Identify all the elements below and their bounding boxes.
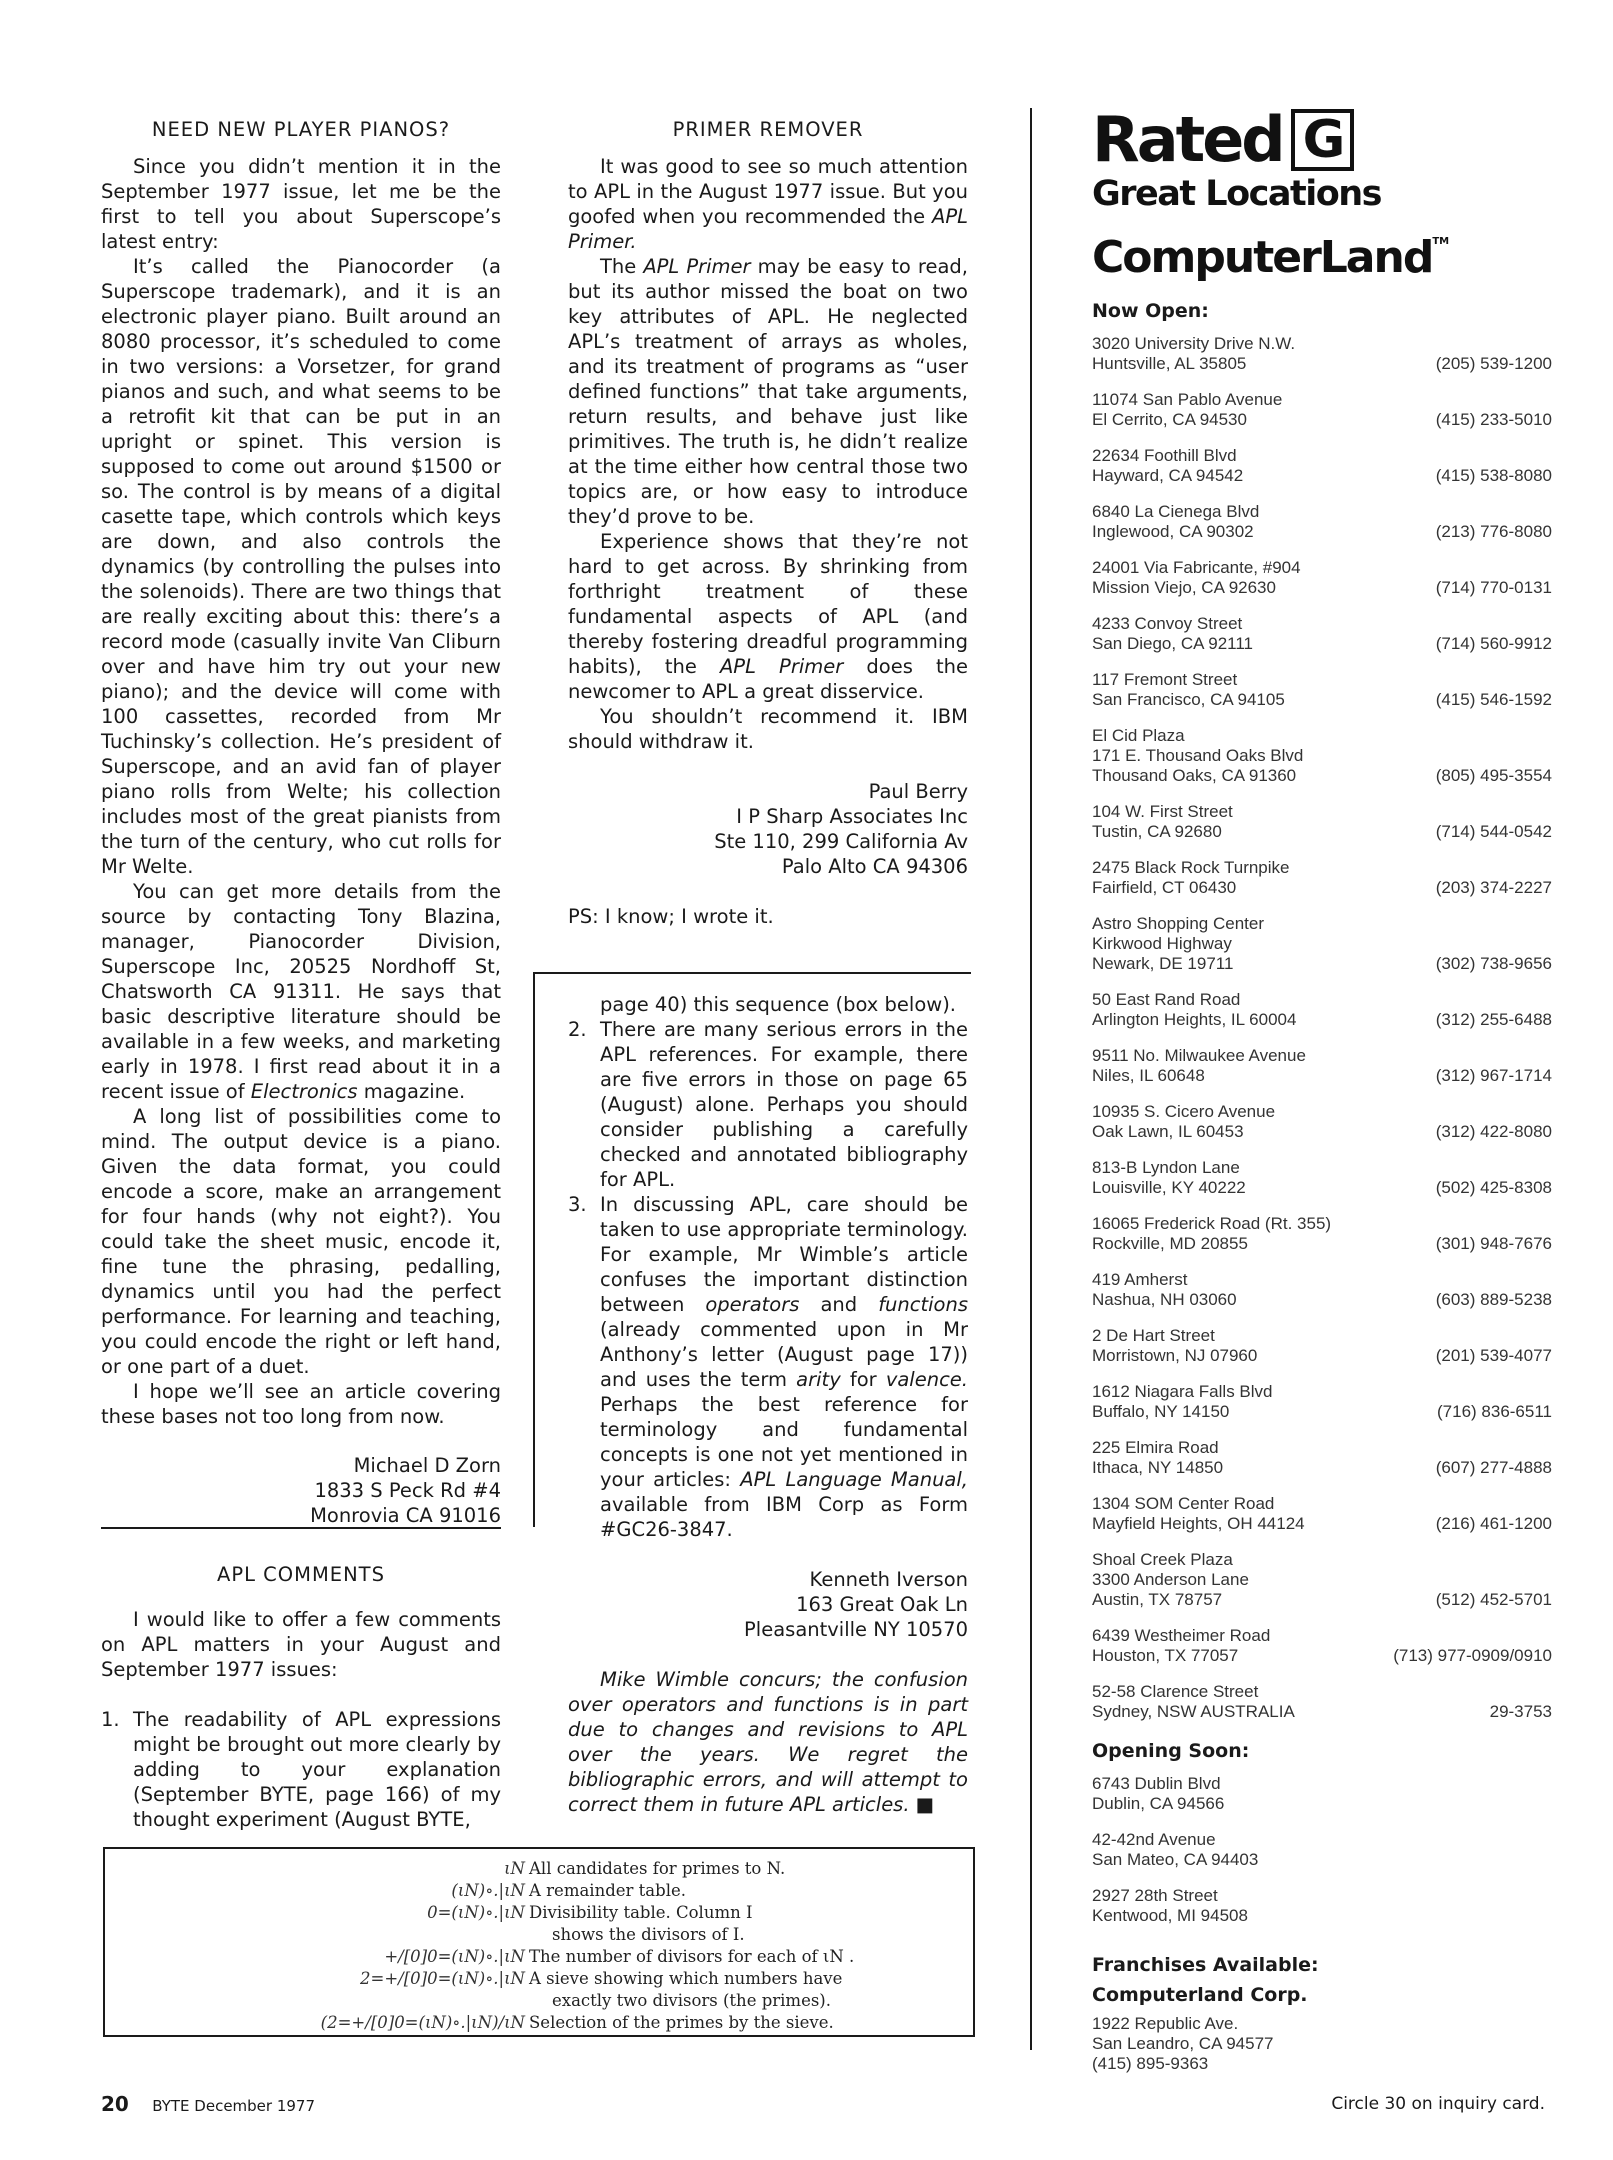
address-line: Sydney, NSW AUSTRALIA (1092, 1702, 1295, 1721)
address-line: 2475 Black Rock Turnpike (1092, 858, 1290, 877)
address-line: 4233 Convoy Street (1092, 614, 1243, 633)
table-row: +/[0]0=(ιN)∘.|ιN The number of divisors for each of ιN . (384, 1947, 855, 1966)
address-line: Dublin, CA 94566 (1092, 1794, 1225, 1813)
address-line: Rockville, MD 20855 (1092, 1234, 1248, 1253)
phone-number: (502) 425-8308 (1435, 1178, 1552, 1197)
page-number: 20 (101, 2092, 129, 2116)
locations-list (1092, 334, 1552, 1722)
ad-title: Rated G (1092, 108, 1552, 172)
address-line: Louisville, KY 40222 (1092, 1178, 1246, 1197)
address-line: Mayfield Heights, OH 44124 (1092, 1514, 1305, 1533)
rated-g-badge: G (1291, 109, 1355, 171)
store-location (1092, 858, 1552, 898)
divider-middle (533, 972, 971, 974)
store-location (1092, 1626, 1552, 1666)
store-location (1092, 990, 1552, 1030)
phone-number: (415) 538-8080 (1435, 466, 1552, 485)
store-location (1092, 1046, 1552, 1086)
address-line: 419 Amherst (1092, 1270, 1188, 1289)
table-row: shows the divisors of I. (552, 1925, 745, 1944)
phone-number: (312) 422-8080 (1435, 1122, 1552, 1141)
address-line: 2927 28th Street (1092, 1886, 1218, 1905)
address-line: Austin, TX 78757 (1092, 1590, 1223, 1609)
address-line: Oak Lawn, IL 60453 (1092, 1122, 1244, 1141)
store-location (1092, 390, 1552, 430)
list-item: 3. In discussing APL, care should be taken to use appropriate terminology. For example, Mr Wimble’s article confuses the important distinction between operators and functions (already commented upon in Mr Anthony’s letter (August page 17)) and uses the term arity for valence. Perhaps the best reference for terminology and fundamental concepts is one not yet mentioned in your articles: APL Language Manual, available from IBM Corp as Form #GC26-3847. (568, 1193, 969, 1541)
address-line: 1612 Niagara Falls Blvd (1092, 1382, 1273, 1401)
store-location (1092, 1102, 1552, 1142)
address-line: Ithaca, NY 14850 (1092, 1458, 1224, 1477)
address-line: Fairfield, CT 06430 (1092, 878, 1237, 897)
address-line: 225 Elmira Road (1092, 1438, 1219, 1457)
phone-number: (415) 546-1592 (1435, 690, 1552, 709)
store-location (1092, 334, 1552, 374)
phone-number: (714) 560-9912 (1435, 634, 1552, 653)
table-row: exactly two divisors (the primes). (552, 1991, 831, 2010)
address-line: Inglewood, CA 90302 (1092, 522, 1254, 541)
address-line: Buffalo, NY 14150 (1092, 1402, 1230, 1421)
address-line: 2 De Hart Street (1092, 1326, 1215, 1345)
address-line: San Francisco, CA 94105 (1092, 690, 1285, 709)
phone-number: (714) 544-0542 (1435, 822, 1552, 841)
address-line: 6743 Dublin Blvd (1092, 1774, 1221, 1793)
address-line: Astro Shopping Center (1092, 914, 1264, 933)
address-line: Shoal Creek Plaza (1092, 1550, 1233, 1569)
address-line: 52-58 Clarence Street (1092, 1682, 1259, 1701)
table-row: ιN All candidates for primes to N. (504, 1859, 786, 1878)
column-left (101, 117, 501, 1832)
address-line: 9511 No. Milwaukee Avenue (1092, 1046, 1306, 1065)
table-row: 2=+/[0]0=(ιN)∘.|ιN A sieve showing which numbers have (360, 1969, 843, 1988)
store-location (1092, 1774, 1552, 1814)
opening-soon-label: Opening Soon: (1092, 1740, 1250, 1762)
divider-left (101, 1527, 501, 1529)
pianos-paragraph: I hope we’ll see an article covering these bases not too long from now. (101, 1380, 501, 1428)
address-line: El Cid Plaza (1092, 726, 1185, 745)
column-middle-lower (568, 992, 968, 1817)
address-line: 10935 S. Cicero Avenue (1092, 1102, 1276, 1121)
store-location (1092, 726, 1552, 786)
pianos-heading: NEED NEW PLAYER PIANOS? (151, 118, 451, 141)
phone-number: (312) 255-6488 (1435, 1010, 1552, 1029)
address-line: Hayward, CA 94542 (1092, 466, 1244, 485)
franchises-label: Franchises Available: (1092, 1954, 1319, 1976)
address-line: Arlington Heights, IL 60004 (1092, 1010, 1297, 1029)
primer-paragraph: You shouldn’t recommend it. IBM should withdraw it. (568, 705, 968, 753)
address-line: Huntsville, AL 35805 (1092, 354, 1247, 373)
end-mark: ■ (915, 1793, 935, 1816)
store-location (1092, 1550, 1552, 1610)
trademark-mark: TM (1432, 236, 1450, 247)
address-line: Thousand Oaks, CA 91360 (1092, 766, 1297, 785)
phone-number: (205) 539-1200 (1435, 354, 1552, 373)
address-line: 24001 Via Fabricante, #904 (1092, 558, 1301, 577)
address-line: 813-B Lyndon Lane (1092, 1158, 1240, 1177)
address-line: 16065 Frederick Road (Rt. 355) (1092, 1214, 1332, 1233)
store-location (1092, 1270, 1552, 1310)
address-line: Houston, TX 77057 (1092, 1646, 1239, 1665)
store-location (1092, 1214, 1552, 1254)
pianos-paragraph: A long list of possibilities come to mind. The output device is a piano. Given the data format, you could encode a score, make an arrangement for four hands (why not eight?). You could take the sheet music, encode it, fine tune the phrasing, pedalling, dynamics until you had the perfect performance. For learning and teaching, you could encode the right or left hand, or one part of a duet. (101, 1105, 501, 1378)
store-location (1092, 1158, 1552, 1198)
issue-label: BYTE December 1977 (152, 2097, 316, 2115)
column-middle (568, 117, 968, 929)
list-item: 2. There are many serious errors in the APL references. For example, there are five errors in those on page 65 (August) alone. Perhaps you should consider publishing a carefully checked and annotated bibliography for APL. (568, 1018, 968, 1191)
primer-signature: Paul Berry I P Sharp Associates Inc Ste 110, 299 California Av Palo Alto CA 94306 (714, 780, 968, 878)
table-row: (2=+/[0]0=(ιN)∘.|ιN)/ιN Selection of the primes by the sieve. (320, 2013, 834, 2032)
address-line: San Diego, CA 92111 (1092, 634, 1253, 653)
phone-number: (213) 776-8080 (1435, 522, 1552, 541)
address-line: 6840 La Cienega Blvd (1092, 502, 1260, 521)
list-item: page 40) this sequence (box below). (600, 993, 956, 1016)
divider-vertical-short (533, 972, 535, 1527)
pianos-paragraph: It’s called the Pianocorder (a Superscope trademark), and it is an electronic player piano. Built around an 8080 processor, it’s scheduled to come in two versions: a Vorsetzer, for grand pianos and such, and what seems to be a retrofit kit that can be put in an upright or spinet. This version is supposed to come out around $1500 or so. The control is by means of a digital casette tape, which controls which keys are down, and also controls the dynamics (by controlling the pulses into the solenoids). There are two things that are really exciting about this: there’s a record mode (casually invite Van Cliburn over and have him try out your new piano); and the device will come with 100 cassettes, recorded from Mr Tuchinsky’s collection. He’s president of Superscope, and an avid fan of player piano rolls from Welte; his collection includes most of the great pianists from the turn of the century, who cut rolls for Mr Welte. (101, 255, 501, 878)
primer-ps: PS: I know; I wrote it. (568, 905, 774, 928)
address-line: 22634 Foothill Blvd (1092, 446, 1237, 465)
primer-paragraph: Experience shows that they’re not hard to get across. By shrinking from forthright treatment of these fundamental aspects of APL (and thereby fostering dreadful programming habits), the APL Primer does the newcomer to APL a great disservice. (568, 530, 968, 703)
address-line: 3300 Anderson Lane (1092, 1570, 1249, 1589)
primer-paragraph: The APL Primer may be easy to read, but its author missed the boat on two key attributes of APL. He neglected APL’s treatment of arrays as wholes, and its treatment of programs as “user defined functions” that take arguments, return results, and behave just like primitives. The truth is, he didn’t realize at the time either how central those two topics are, or how easy to introduce they’d prove to be. (568, 255, 968, 528)
address-line: Newark, DE 19711 (1092, 954, 1234, 973)
address-line: 50 East Rand Road (1092, 990, 1241, 1009)
pianos-signature: Michael D Zorn 1833 S Peck Rd #4 Monrovia CA 91016 (310, 1454, 501, 1527)
address-line: Tustin, CA 92680 (1092, 822, 1222, 841)
apl-sequence-box (103, 1847, 975, 2037)
phone-number: (714) 770-0131 (1435, 578, 1552, 597)
computerland-ad (1092, 103, 1552, 2090)
divider-vertical-ad (1030, 108, 1032, 2050)
apl-comments-list-continued (568, 992, 968, 1542)
table-row: (ιN)∘.|ιN A remainder table. (451, 1881, 686, 1900)
phone-number: (603) 889-5238 (1435, 1290, 1552, 1309)
store-location (1092, 558, 1552, 598)
phone-number: (302) 738-9656 (1435, 954, 1552, 973)
phone-number: (415) 233-5010 (1435, 410, 1552, 429)
apl-comments-signature: Kenneth Iverson 163 Great Oak Ln Pleasantville NY 10570 (744, 1568, 968, 1641)
address-line: Kirkwood Highway (1092, 934, 1232, 953)
pianos-paragraph: You can get more details from the source by contacting Tony Blazina, manager, Pianocorder Division, Superscope Inc, 20525 Nordhoff St, Chatsworth CA 91311. He says that basic descriptive literature should be available in a few weeks, and marketing early in 1978. I first read about it in a recent issue of Electronics magazine. (101, 880, 501, 1103)
table-row: 0=(ιN)∘.|ιN Divisibility table. Column I (427, 1903, 753, 1922)
address-line: Mission Viejo, CA 92630 (1092, 578, 1276, 597)
phone-number: (607) 277-4888 (1435, 1458, 1552, 1477)
address-line: Morristown, NJ 07960 (1092, 1346, 1258, 1365)
address-line: Kentwood, MI 94508 (1092, 1906, 1248, 1925)
store-location (1092, 1438, 1552, 1478)
opening-soon-list (1092, 1774, 1552, 1926)
store-location (1092, 1830, 1552, 1870)
phone-number: 29-3753 (1489, 1702, 1552, 1721)
address-line: 11074 San Pablo Avenue (1092, 390, 1283, 409)
phone-number: (216) 461-1200 (1435, 1514, 1552, 1533)
phone-number: (301) 948-7676 (1435, 1234, 1552, 1253)
magazine-title: Electronics (250, 1080, 358, 1103)
address-line: El Cerrito, CA 94530 (1092, 410, 1247, 429)
apl-comments-list (101, 1707, 501, 1832)
store-location (1092, 670, 1552, 710)
store-location (1092, 1682, 1552, 1722)
list-item: 1. The readability of APL expressions might be brought out more clearly by adding to your explanation (September BYTE, page 166) of my thought experiment (August BYTE, (101, 1708, 501, 1831)
primer-heading: PRIMER REMOVER (672, 118, 864, 141)
address-line: 117 Fremont Street (1092, 670, 1238, 689)
apl-comments-intro: I would like to offer a few comments on APL matters in your August and September 1977 issues: (101, 1608, 501, 1681)
phone-number: (805) 495-3554 (1435, 766, 1552, 785)
store-location (1092, 1494, 1552, 1534)
pianos-paragraph: Since you didn’t mention it in the September 1977 issue, let me be the first to tell you about Superscope’s latest entry: (101, 155, 501, 253)
store-location (1092, 1326, 1552, 1366)
phone-number: (312) 967-1714 (1435, 1066, 1552, 1085)
address-line: 3020 University Drive N.W. (1092, 334, 1296, 353)
address-line: 1304 SOM Center Road (1092, 1494, 1275, 1513)
address-line: Nashua, NH 03060 (1092, 1290, 1237, 1309)
store-location (1092, 614, 1552, 654)
editor-note: Mike Wimble concurs; the confusion over operators and functions is in part due to changes and revisions to APL over the years. We regret the bibliographic errors, and will attempt to correct them in future APL articles. ■ (568, 1668, 968, 1816)
ad-subtitle: Great Locations (1092, 174, 1381, 214)
apl-comments-heading: APL COMMENTS (217, 1563, 385, 1586)
address-line: 171 E. Thousand Oaks Blvd (1092, 746, 1304, 765)
ad-brand: ComputerLand™ (1092, 232, 1450, 283)
address-line: 6439 Westheimer Road (1092, 1626, 1271, 1645)
corp-address: 1922 Republic Ave. San Leandro, CA 94577 (415) 895-9363 (1092, 2014, 1274, 2073)
phone-number: (512) 452-5701 (1435, 1590, 1552, 1609)
page-footer (101, 2093, 315, 2117)
store-location (1092, 502, 1552, 542)
primer-paragraph: It was good to see so much attention to APL in the August 1977 issue. But you goofed when you recommended the APL Primer. (568, 155, 969, 253)
store-location (1092, 802, 1552, 842)
address-line: 42-42nd Avenue (1092, 1830, 1216, 1849)
address-line: 104 W. First Street (1092, 802, 1233, 821)
phone-number: (716) 836-6511 (1437, 1402, 1552, 1421)
address-line: Niles, IL 60648 (1092, 1066, 1205, 1085)
now-open-label: Now Open: (1092, 300, 1209, 322)
address-line: San Mateo, CA 94403 (1092, 1850, 1259, 1869)
corp-name: Computerland Corp. (1092, 1984, 1308, 2006)
phone-number: (201) 539-4077 (1435, 1346, 1552, 1365)
phone-number: (203) 374-2227 (1435, 878, 1552, 897)
store-location (1092, 446, 1552, 486)
store-location (1092, 914, 1552, 974)
store-location (1092, 1382, 1552, 1422)
phone-number: (713) 977-0909/0910 (1393, 1646, 1552, 1665)
store-location (1092, 1886, 1552, 1926)
inquiry-note: Circle 30 on inquiry card. (1331, 2094, 1545, 2114)
